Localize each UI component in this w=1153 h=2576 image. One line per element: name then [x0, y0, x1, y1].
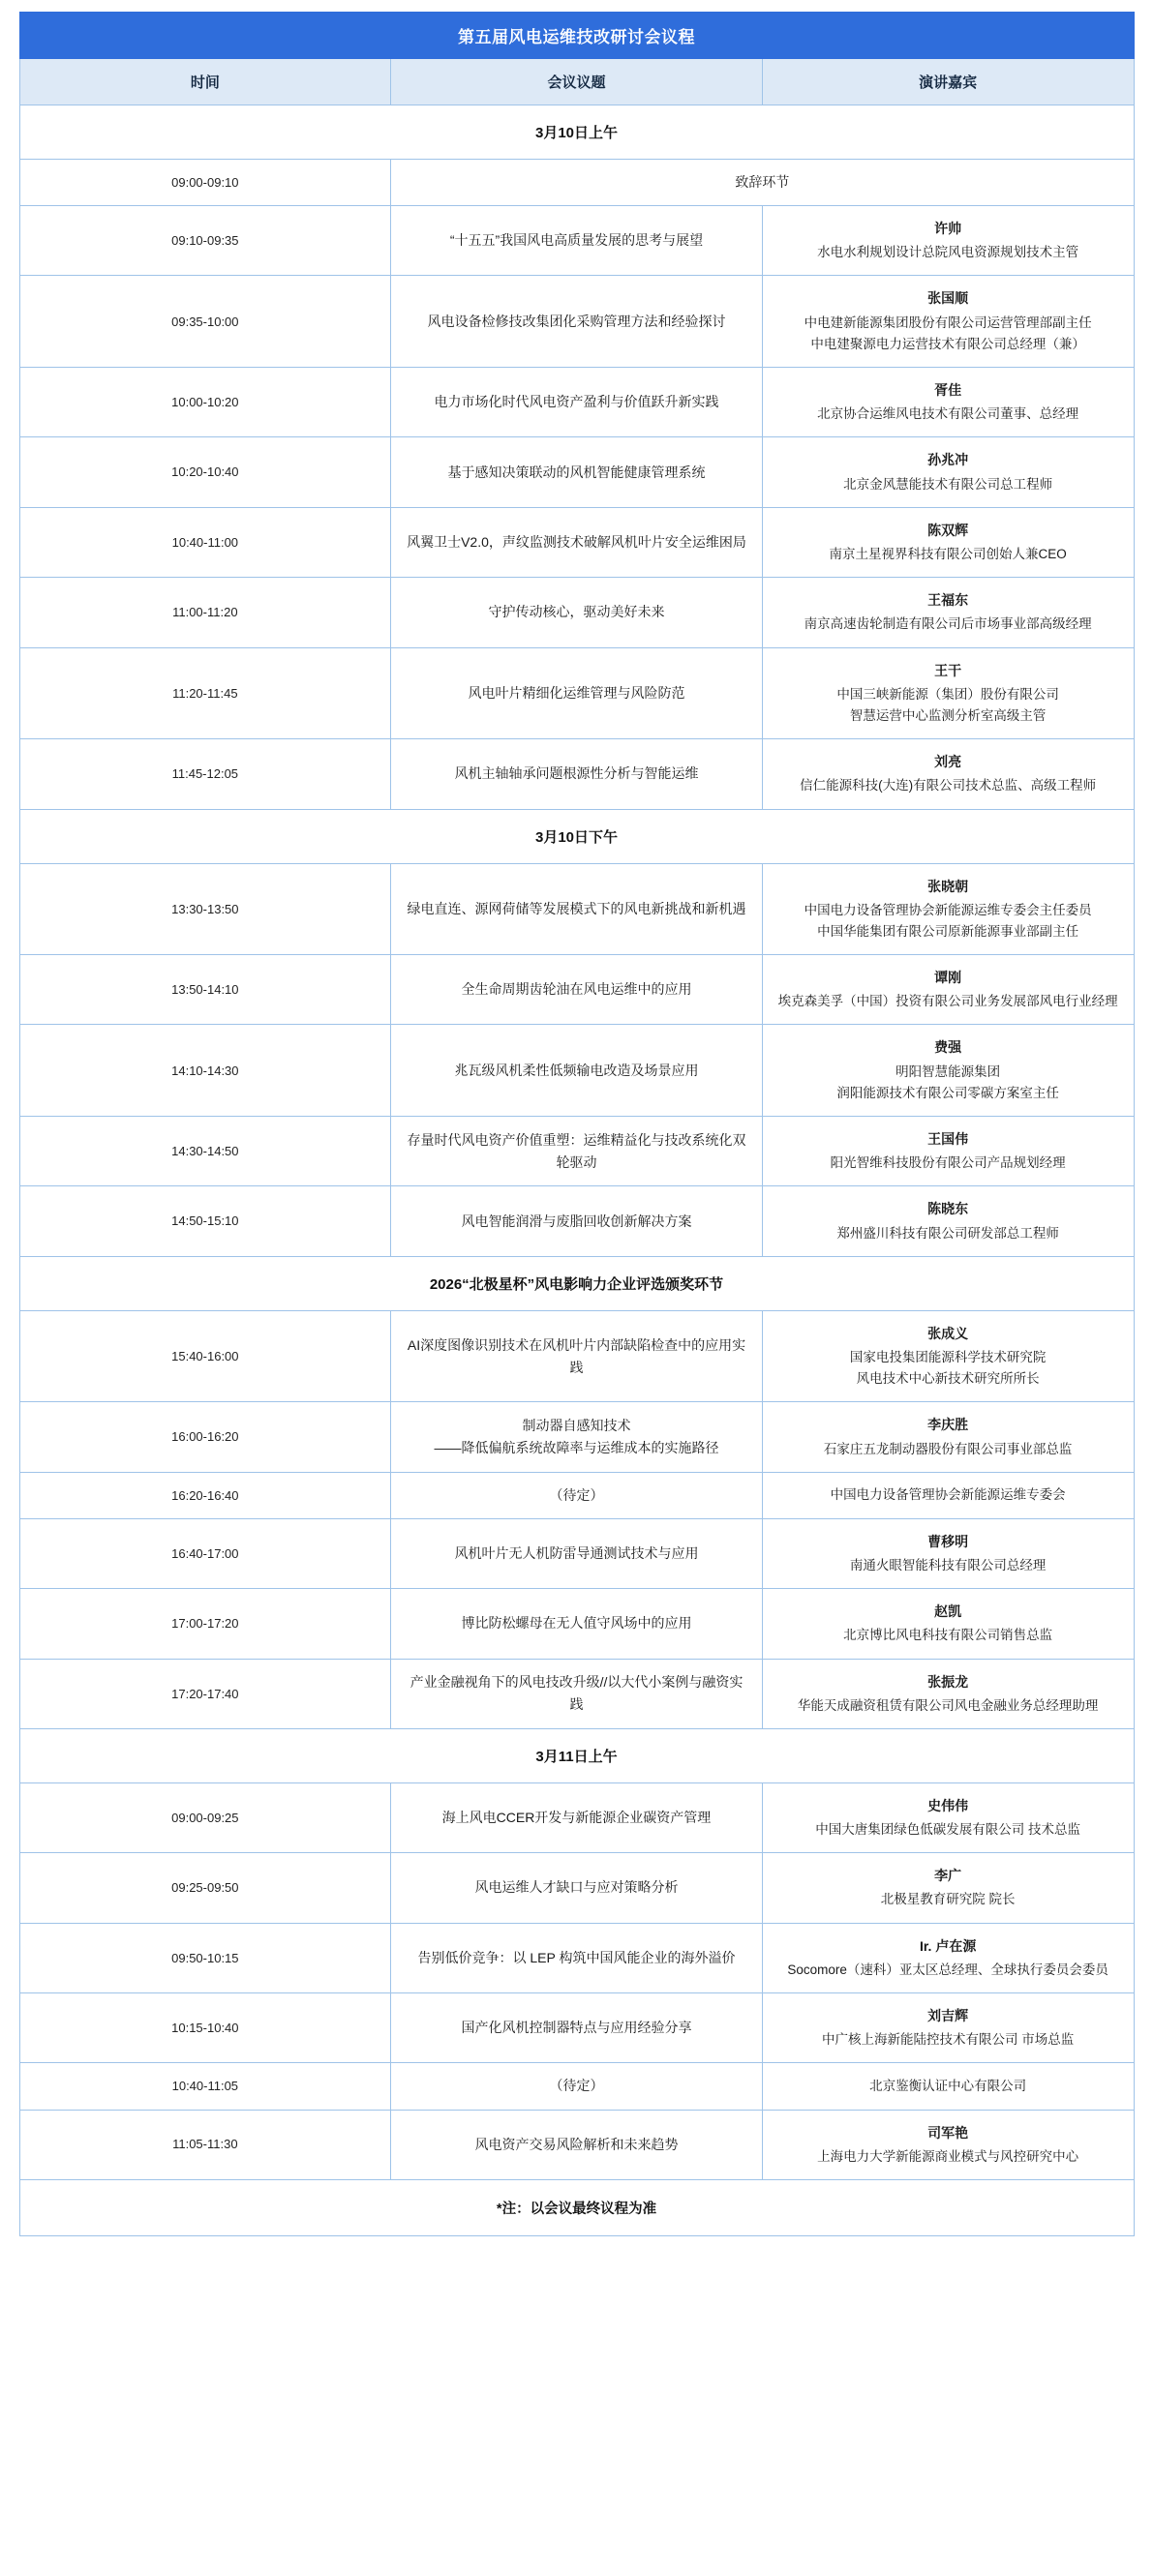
agenda-row-time: 09:35-10:00 [19, 276, 391, 368]
agenda-table-body [19, 13, 1134, 2236]
section-label: 2026“北极星杯”风电影响力企业评选颁奖环节 [19, 1256, 1134, 1310]
agenda-row-time: 11:45-12:05 [19, 739, 391, 809]
agenda-row [19, 1782, 1134, 1852]
agenda-row-guest-affiliation: 北极星教育研究院 院长 [880, 1892, 1016, 1907]
footer-note: *注：以会议最终议程为准 [19, 2179, 1134, 2235]
agenda-row-topic [391, 437, 763, 507]
agenda-row-topic-line: 风电资产交易风险解析和未来趋势 [474, 2136, 679, 2152]
agenda-row-time: 10:20-10:40 [19, 437, 391, 507]
agenda-row-topic [391, 2063, 763, 2110]
agenda-row-guest [762, 1402, 1134, 1472]
agenda-row-time: 13:50-14:10 [19, 955, 391, 1025]
agenda-row-topic-line: 国产化风机控制器特点与应用经验分享 [461, 2020, 692, 2036]
agenda-row-guest-affiliation: 阳光智维科技股份有限公司产品规划经理 [830, 1155, 1066, 1171]
agenda-row-time: 10:40-11:00 [19, 507, 391, 577]
agenda-row-topic [391, 1923, 763, 1992]
agenda-row-guest [762, 1117, 1134, 1186]
agenda-row [19, 206, 1134, 276]
agenda-row-guest-affiliation: 上海电力大学新能源商业模式与风控研究中心 [817, 2148, 1079, 2164]
agenda-row-guest [762, 1518, 1134, 1588]
section-header-row [19, 809, 1134, 863]
agenda-row-topic-line: 风机主轴轴承问题根源性分析与智能运维 [454, 765, 699, 782]
agenda-row-guest-affiliation: 国家电投集团能源科学技术研究院 [849, 1349, 1047, 1364]
agenda-row-guest-name: 张成义 [927, 1325, 969, 1341]
agenda-row [19, 1923, 1134, 1992]
agenda-row [19, 1186, 1134, 1256]
agenda-row-guest [762, 276, 1134, 368]
agenda-row-guest-name: 司军艳 [927, 2124, 969, 2141]
agenda-row-topic [391, 863, 763, 955]
agenda-row-guest [762, 863, 1134, 955]
agenda-row-guest-affiliation: 水电水利规划设计总院风电资源规划技术主管 [817, 245, 1079, 260]
agenda-row [19, 1589, 1134, 1659]
agenda-row-guest [762, 437, 1134, 507]
agenda-row-topic [391, 1402, 763, 1472]
section-label: 3月10日上午 [19, 105, 1134, 160]
agenda-row-topic-line: 风翼卫士V2.0，声纹监测技术破解风机叶片安全运维困局 [407, 533, 746, 550]
agenda-row-guest [762, 578, 1134, 647]
agenda-row-guest-affiliation: 南京土星视界科技有限公司创始人兼CEO [829, 546, 1067, 561]
agenda-row [19, 1659, 1134, 1728]
section-label: 3月10日下午 [19, 809, 1134, 863]
agenda-row-guest-name: 胥佳 [934, 382, 962, 399]
column-header-row [19, 59, 1134, 105]
agenda-row-time: 10:15-10:40 [19, 1993, 391, 2063]
agenda-row-topic-line: 存量时代风电资产价值重塑：运维精益化与技改系统化双轮驱动 [407, 1131, 746, 1170]
agenda-row-guest-name: 史伟伟 [927, 1797, 969, 1813]
agenda-row-time: 09:10-09:35 [19, 206, 391, 276]
agenda-row-guest-name: 谭刚 [934, 970, 962, 986]
agenda-row-topic [391, 507, 763, 577]
agenda-row-topic-line: 守护传动核心，驱动美好未来 [488, 604, 665, 620]
agenda-row-time: 09:50-10:15 [19, 1923, 391, 1992]
agenda-row-guest [762, 1310, 1134, 1402]
column-header-time: 时间 [19, 59, 391, 105]
agenda-row-topic [391, 955, 763, 1025]
agenda-row [19, 1310, 1134, 1402]
agenda-row-guest-affiliation: 埃克森美孚（中国）投资有限公司业务发展部风电行业经理 [777, 994, 1118, 1009]
agenda-row [19, 437, 1134, 507]
agenda-row-topic [391, 1186, 763, 1256]
agenda-row [19, 1117, 1134, 1186]
agenda-row-topic-line: （待定） [549, 1486, 604, 1503]
agenda-row-guest [762, 1993, 1134, 2063]
agenda-row-topic-line: 基于感知决策联动的风机智能健康管理系统 [447, 464, 706, 480]
agenda-row-guest-affiliation: 明阳智慧能源集团 [895, 1063, 1001, 1079]
agenda-row-guest-affiliation: 石家庄五龙制动器股份有限公司事业部总监 [823, 1441, 1073, 1456]
agenda-row-time: 17:20-17:40 [19, 1659, 391, 1728]
agenda-row-topic [391, 1853, 763, 1923]
agenda-row-time: 11:05-11:30 [19, 2110, 391, 2179]
agenda-row-time: 15:40-16:00 [19, 1310, 391, 1402]
agenda-row-guest [762, 2110, 1134, 2179]
agenda-row-time: 17:00-17:20 [19, 1589, 391, 1659]
agenda-row [19, 647, 1134, 739]
agenda-row-guest-affiliation: 北京金风慧能技术有限公司总工程师 [843, 476, 1053, 492]
agenda-row-guest-affiliation: 中国三峡新能源（集团）股份有限公司 [836, 686, 1059, 702]
agenda-row-topic-line: 产业金融视角下的风电技改升级//以大代小案例与融资实践 [410, 1674, 743, 1713]
agenda-row-time: 11:20-11:45 [19, 647, 391, 739]
agenda-row-guest-name: Ir. 卢在源 [919, 1937, 977, 1954]
agenda-row-topic-line: 兆瓦级风机柔性低频输电改造及场景应用 [454, 1062, 699, 1078]
agenda-row-topic [391, 1993, 763, 2063]
agenda-row [19, 1472, 1134, 1518]
agenda-row-topic-line: 全生命周期齿轮油在风电运维中的应用 [461, 981, 692, 998]
agenda-row-guest [762, 1472, 1134, 1518]
agenda-row-topic-line: 风电运维人才缺口与应对策略分析 [474, 1879, 679, 1896]
agenda-row-topic-line: 致辞环节 [735, 174, 790, 190]
agenda-row-guest-name: 陈双辉 [927, 522, 969, 538]
agenda-row-guest-affiliation: 中国大唐集团绿色低碳发展有限公司 技术总监 [815, 1822, 1081, 1838]
agenda-row-topic-line: 风机叶片无人机防雷导通测试技术与应用 [454, 1545, 699, 1562]
agenda-row-topic [391, 1659, 763, 1728]
agenda-row-guest-affiliation: Socomore（速科）亚太区总经理、全球执行委员会委员 [787, 1962, 1108, 1977]
agenda-row [19, 1518, 1134, 1588]
agenda-row-guest [762, 647, 1134, 739]
agenda-row-guest-affiliation: 中国电力设备管理协会新能源运维专委会主任委员 [804, 902, 1092, 917]
agenda-row-topic-line: 风电智能润滑与废脂回收创新解决方案 [461, 1213, 692, 1229]
agenda-row-time: 10:00-10:20 [19, 368, 391, 437]
agenda-row-time: 09:00-09:10 [19, 160, 391, 206]
agenda-row-guest-affiliation: 南京高速齿轮制造有限公司后市场事业部高级经理 [804, 616, 1092, 632]
agenda-row-topic-line: 风电设备检修技改集团化采购管理方法和经验探讨 [427, 313, 726, 329]
agenda-row [19, 1993, 1134, 2063]
agenda-row [19, 578, 1134, 647]
agenda-row-guest [762, 1186, 1134, 1256]
agenda-row-guest-name: 刘吉辉 [927, 2008, 969, 2024]
title-row [19, 13, 1134, 59]
agenda-row [19, 863, 1134, 955]
column-header-guest: 演讲嘉宾 [762, 59, 1134, 105]
agenda-row-topic [391, 160, 1134, 206]
agenda-row [19, 160, 1134, 206]
agenda-row-guest-name: 刘亮 [934, 754, 962, 770]
agenda-row-topic [391, 1472, 763, 1518]
section-header-row [19, 1256, 1134, 1310]
agenda-row-topic [391, 1117, 763, 1186]
agenda-row-time: 09:00-09:25 [19, 1782, 391, 1852]
agenda-row-guest-affiliation: 中国电力设备管理协会新能源运维专委会 [830, 1487, 1066, 1503]
agenda-row [19, 2063, 1134, 2110]
agenda-row-topic [391, 206, 763, 276]
agenda-row-topic [391, 1518, 763, 1588]
agenda-row-topic-line: 风电叶片精细化运维管理与风险防范 [468, 684, 685, 701]
agenda-row-guest-name: 李庆胜 [927, 1417, 969, 1433]
agenda-row-time: 13:30-13:50 [19, 863, 391, 955]
page-title: 第五届风电运维技改研讨会议程 [19, 13, 1134, 59]
agenda-row [19, 1853, 1134, 1923]
agenda-row-topic-line: 海上风电CCER开发与新能源企业碳资产管理 [441, 1810, 712, 1826]
agenda-row-topic [391, 1589, 763, 1659]
agenda-row-guest-name: 曹移明 [927, 1533, 969, 1549]
agenda-row [19, 739, 1134, 809]
agenda-row-topic-line: AI深度图像识别技术在风机叶片内部缺陷检查中的应用实践 [407, 1336, 746, 1375]
agenda-row-guest [762, 368, 1134, 437]
agenda-row-guest-affiliation: 北京协合运维风电技术有限公司董事、总经理 [817, 406, 1079, 422]
agenda-row-guest-affiliation: 北京鉴衡认证中心有限公司 [869, 2078, 1027, 2093]
agenda-row-guest-name: 费强 [934, 1039, 962, 1056]
agenda-row-time: 14:30-14:50 [19, 1117, 391, 1186]
agenda-row-guest-name: 孙兆冲 [927, 452, 969, 468]
agenda-row-topic [391, 368, 763, 437]
agenda-table [19, 12, 1135, 2236]
agenda-row-time: 16:20-16:40 [19, 1472, 391, 1518]
agenda-row [19, 1402, 1134, 1472]
agenda-row-guest-affiliation: 润阳能源技术有限公司零碳方案室主任 [836, 1085, 1059, 1100]
agenda-row [19, 276, 1134, 368]
agenda-row-guest [762, 955, 1134, 1025]
agenda-row-guest [762, 1782, 1134, 1852]
agenda-row-guest-name: 赵凯 [934, 1603, 962, 1620]
agenda-row-guest-affiliation: 郑州盛川科技有限公司研发部总工程师 [836, 1225, 1059, 1241]
agenda-row-time: 14:10-14:30 [19, 1025, 391, 1117]
agenda-row-topic [391, 647, 763, 739]
agenda-row-topic-line: 电力市场化时代风电资产盈利与价值跃升新实践 [434, 394, 719, 410]
agenda-row-topic [391, 739, 763, 809]
agenda-row-guest-affiliation: 智慧运营中心监测分析室高级主管 [849, 707, 1047, 723]
agenda-row-guest [762, 739, 1134, 809]
agenda-row-guest-affiliation: 中电建新能源集团股份有限公司运营管理部副主任 [804, 315, 1092, 330]
agenda-row-guest-name: 许帅 [934, 221, 962, 237]
agenda-row-guest [762, 206, 1134, 276]
agenda-row [19, 1025, 1134, 1117]
agenda-row-guest-name: 陈晓东 [927, 1201, 969, 1217]
agenda-row-topic [391, 2110, 763, 2179]
agenda-row [19, 2110, 1134, 2179]
agenda-row-topic-line: 告别低价竞争：以 LEP 构筑中国风能企业的海外溢价 [417, 1949, 736, 1965]
agenda-row-topic-line: （待定） [549, 2078, 604, 2094]
agenda-row-guest [762, 507, 1134, 577]
agenda-row [19, 955, 1134, 1025]
agenda-row-topic [391, 1782, 763, 1852]
agenda-row-guest-affiliation: 中广核上海新能陆控技术有限公司 市场总监 [822, 2032, 1075, 2048]
agenda-row-guest-affiliation: 信仁能源科技(大连)有限公司技术总监、高级工程师 [800, 778, 1097, 794]
section-header-row [19, 1728, 1134, 1782]
footer-note-row [19, 2179, 1134, 2235]
agenda-row-topic-line: 绿电直连、源网荷储等发展模式下的风电新挑战和新机遇 [407, 900, 746, 916]
agenda-row-guest-affiliation: 南通火眼智能科技有限公司总经理 [849, 1558, 1047, 1573]
agenda-row-topic-line: ——降低偏航系统故障率与运维成本的实施路径 [434, 1440, 719, 1456]
agenda-row-time: 11:00-11:20 [19, 578, 391, 647]
agenda-row-guest [762, 1589, 1134, 1659]
agenda-row-guest-name: 张国顺 [927, 290, 969, 307]
agenda-row-guest [762, 1923, 1134, 1992]
column-header-topic: 会议议题 [391, 59, 763, 105]
agenda-row-guest-affiliation: 中电建聚源电力运营技术有限公司总经理（兼） [810, 336, 1085, 351]
agenda-row-time: 14:50-15:10 [19, 1186, 391, 1256]
agenda-row-guest-name: 王福东 [927, 592, 969, 609]
agenda-row-guest-name: 张晓朝 [927, 878, 969, 894]
agenda-row-guest-affiliation: 中国华能集团有限公司原新能源事业部副主任 [817, 923, 1079, 939]
agenda-row-guest-name: 李广 [934, 1868, 962, 1884]
section-header-row [19, 105, 1134, 160]
agenda-row-guest [762, 2063, 1134, 2110]
agenda-row-time: 16:00-16:20 [19, 1402, 391, 1472]
section-label: 3月11日上午 [19, 1728, 1134, 1782]
agenda-row-guest [762, 1025, 1134, 1117]
agenda-row-topic [391, 578, 763, 647]
agenda-row-topic [391, 1310, 763, 1402]
agenda-row-guest [762, 1853, 1134, 1923]
agenda-row-guest-affiliation: 北京博比风电科技有限公司销售总监 [843, 1628, 1053, 1643]
agenda-row-guest-affiliation: 风电技术中心新技术研究所所长 [856, 1371, 1040, 1387]
agenda-row-time: 16:40-17:00 [19, 1518, 391, 1588]
agenda-row-topic-line: 博比防松螺母在无人值守风场中的应用 [461, 1615, 692, 1632]
agenda-row-topic [391, 276, 763, 368]
agenda-row-guest-name: 王干 [934, 662, 962, 678]
agenda-row [19, 507, 1134, 577]
agenda-row-time: 10:40-11:05 [19, 2063, 391, 2110]
agenda-row [19, 368, 1134, 437]
agenda-row-guest-name: 王国伟 [927, 1131, 969, 1148]
agenda-row-topic [391, 1025, 763, 1117]
agenda-row-topic-line: 制动器自感知技术 [522, 1418, 631, 1434]
agenda-row-topic-line: “十五五”我国风电高质量发展的思考与展望 [449, 232, 704, 249]
agenda-row-guest-affiliation: 华能天成融资租赁有限公司风电金融业务总经理助理 [797, 1697, 1099, 1713]
agenda-row-time: 09:25-09:50 [19, 1853, 391, 1923]
agenda-row-guest [762, 1659, 1134, 1728]
agenda-row-guest-name: 张振龙 [927, 1673, 969, 1690]
